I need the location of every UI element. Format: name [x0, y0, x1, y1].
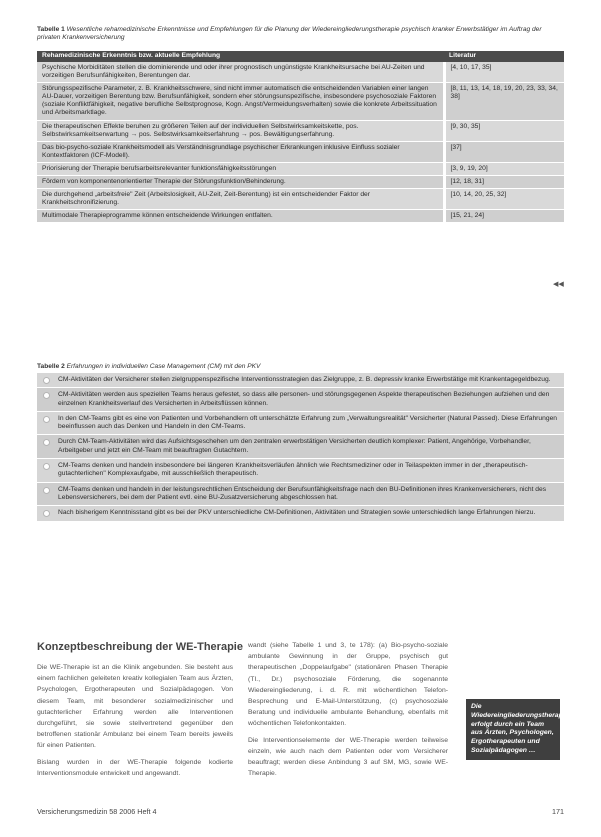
table2-list-item — [37, 483, 564, 507]
table1-finding-cell: Fördern von komponentenorientierter Therapie der Störungsfunktion/Behinderung. — [37, 176, 444, 189]
table1-caption-text: Wesentliche rehamedizinische Erkenntnisse und Empfehlungen für die Planung der Wiedereingliederungstherapie psychisch kranker Erwerbstätiger im Auftrag der privaten Krankenversicherung — [37, 26, 542, 41]
table1-caption-label: Tabelle 1 — [37, 26, 65, 33]
table1-literature-cell: [3, 9, 19, 20] — [444, 162, 564, 175]
table2-item-text: CM-Teams denken und handeln insbesondere bei längeren Krankheitsverläufen ähnlich wie Rechtsmediziner oder in Teilaspekten immer in der „therapeutisch-gutachterlichen" Komplexaufgabe, mit ausschließlich therapeutisch. — [58, 462, 528, 478]
table2-list-item — [37, 506, 564, 521]
paragraph: Bislang wurden in der WE-Therapie folgende kodierte Interventionsmodule entwickelt und angewandt. — [37, 758, 233, 777]
bullet-icon — [43, 463, 50, 470]
text-column-left — [37, 662, 233, 784]
table1-header-row — [37, 51, 564, 62]
table1-literature-cell: [9, 30, 35] — [444, 120, 564, 141]
table1-literature-cell: [4, 10, 17, 35] — [444, 62, 564, 83]
table2-caption-label: Tabelle 2 — [37, 363, 65, 370]
table1-row — [37, 120, 564, 141]
table1-literature-cell: [37] — [444, 141, 564, 162]
table2-item-text: Nach bisherigem Kenntnisstand gibt es bei der PKV unterschiedliche CM-Definitionen, Aktivitäten und Strategien sowie unterschiedlich lange Erfahrungen hierzu. — [58, 509, 536, 517]
table2 — [37, 373, 564, 522]
table2-item-text: Durch CM-Team-Aktivitäten wird das Aufsichtsgeschehen um den zentralen erwerbstätigen Versicherten deutlich komplexer: Patient, Angehörige, Vorbehandler, Arbeitgeber und jetzt ein CM-Team mit beauftragten Gutachtern. — [58, 438, 531, 454]
paragraph: Die WE-Therapie ist an die Klinik angebunden. Sie besteht aus einem fachlichen geleiteten kreativ kollegialen Team aus Ärzten, Psychologen, Ergotherapeuten und Sozialpädagogen. Von diesem Team, mit besonderer sozialmedizinischer und gutachterlicher Erfahrung werden alle Interventionen durchgeführt, sie sowie stellvertretend gegenüber den betroffenen stationär Ambulanz bei einem Team bereits jeweils für einen Patienten. — [37, 664, 233, 750]
table1-literature-cell: [15, 21, 24] — [444, 210, 564, 223]
arrow-marker-icon: ◀◀ — [553, 281, 564, 288]
table1-row — [37, 141, 564, 162]
bullet-icon — [43, 439, 50, 446]
table2-list-item — [37, 388, 564, 412]
table1 — [37, 51, 564, 223]
page-number: 171 — [552, 807, 564, 816]
table1-header-literature: Literatur — [444, 51, 564, 62]
table1-body — [37, 62, 564, 223]
table2-list-item — [37, 412, 564, 436]
table2-list-item — [37, 373, 564, 388]
bullet-icon — [43, 416, 50, 423]
table1-caption — [37, 26, 564, 42]
table1-row — [37, 189, 564, 210]
paragraph: Die Interventionselemente der WE-Therapie werden teilweise einzeln, wie auch nach dem Patienten oder vom Versicherer beauftragt; werden diese Anbindung 3 auf SM, MG, sowie WE-Therapie. — [248, 736, 448, 778]
journal-reference: Versicherungsmedizin 58 2006 Heft 4 — [37, 807, 157, 816]
table1-finding-cell: Psychische Morbiditäten stellen die dominierende und oder ihrer prognostisch ungünstigste Krankheitsursache bei AU-Zeiten und vorzeitigen Berufsunfähigkeiten, Berentungen dar. — [37, 62, 444, 83]
table2-item-text: CM-Aktivitäten der Versicherer stellen zielgruppenspezifische Interventionsstrategien das Zielgruppe, z. B. depressiv kranke Erwerbstätige mit Krankentagegeldbezug. — [58, 376, 551, 383]
bullet-icon — [43, 392, 50, 399]
table1-finding-cell: Das bio-psycho-soziale Krankheitsmodell als Verständnisgrundlage psychischer Erkrankungen inklusive Einfluss sozialer Kontextfaktoren (ICF-Modell). — [37, 141, 444, 162]
text-column-middle — [248, 640, 448, 784]
pull-quote-box: Die Wiedereingliederungstherapie erfolgt durch ein Team aus Ärzten, Psychologen, Ergotherapeuten und Sozialpädagogen … — [466, 699, 560, 760]
table1-row — [37, 176, 564, 189]
table2-caption — [37, 363, 260, 371]
bullet-icon — [43, 510, 50, 517]
table1-row — [37, 62, 564, 83]
table1-row — [37, 83, 564, 120]
table1-literature-cell: [10, 14, 20, 25, 32] — [444, 189, 564, 210]
table2-item-text: CM-Teams denken und handeln in der leistungsrechtlichen Entscheidung der Berufsunfähigkeitsfrage nach den BU-Definitionen ihres Krankenversicherers, nicht des Lebensversicherers, bei dem der Patient evtl. eine BU-Zusatzversicherung abgeschlossen hat. — [58, 485, 547, 501]
paragraph: wandt (siehe Tabelle 1 und 3, te 178): (a) Bio-psycho-soziale ambulante Gewinnung in der Gruppe, psychisch gut therapeutischen „Doppelaufgabe" (stationären Phasen Therapie (TI., Dr.) psychosoziale Förderung, die sogenannte Wiedereingliederung, i. d. R. mit wöchentlichen Telefon-Besprechung und E-Mail-Unterstützung, (c) psychosoziale Beratung und individuelle ambulante Behandlung, ebenfalls mit wöchentlichen Telefonkontakten. — [248, 642, 448, 728]
table1-row — [37, 162, 564, 175]
table1-finding-cell: Störungsspezifische Parameter, z. B. Krankheitsschwere, sind nicht immer automatisch die entscheidenden Variablen einer langen AU-Dauer, vorzeitigen Berentung bzw. Berufsunfähigkeit, sondern eher störungsunspezifische, insbesondere psychosoziale Faktoren (soziale Konfliktfähigkeit, negative berufliche Selbstprognose, Kogn. Angst/Vermeidungsverhalten) sowie die konkrete Arbeitssituation und Arbeitsmarktlage. — [37, 83, 444, 120]
table1-literature-cell: [12, 18, 31] — [444, 176, 564, 189]
table2-caption-text: Erfahrungen in individuellen Case Management (CM) mit den PKV — [66, 363, 261, 370]
table2-list-item — [37, 459, 564, 483]
table2-list-item — [37, 435, 564, 459]
bullet-icon — [43, 487, 50, 494]
table2-item-text: CM-Aktivitäten werden aus speziellen Teams heraus gefestet, so dass alle personen- und störungsgegenen Aspekte therapeutischen Beziehungen aufziehen und den einzelnen Krankheitsverlauf des Versicherten in Arbeitsflüssen können. — [58, 391, 550, 407]
table1-header-finding: Rehamedizinische Erkenntnis bzw. aktuelle Empfehlung — [37, 51, 444, 62]
table1-row — [37, 210, 564, 223]
table1-literature-cell: [8, 11, 13, 14, 18, 19, 20, 23, 33, 34, 38] — [444, 83, 564, 120]
table1-finding-cell: Die durchgehend „arbeitsfreie" Zeit (Arbeitslosigkeit, AU-Zeit, Zeit-Berentung) ist ein entscheidender Faktor der Krankheitschronifizierung. — [37, 189, 444, 210]
table1-finding-cell: Priorisierung der Therapie berufsarbeitsrelevanter funktionsfähigkeitsstörungen — [37, 162, 444, 175]
table1-finding-cell: Multimodale Therapieprogramme können entscheidende Wirkungen entfalten. — [37, 210, 444, 223]
table2-item-text: In den CM-Teams gibt es eine von Patienten und Vorbehandlern oft unterschätzte Erfahrung zum „Verwaltungsrealität" Versicherter (Natural Passed). Diese Erfahrungen beeinflussen auch das Denken und Handeln in den CM-Teams. — [58, 414, 558, 431]
table1-finding-cell: Die therapeutischen Effekte beruhen zu größeren Teilen auf der individuellen Selbstwirksamkeitskette, pos. Selbstwirksamkeitserwartung → pos. Selbstwirksamkeitserfahrung → pos. Bewältigungserfahrung. — [37, 120, 444, 141]
section-title: Konzeptbeschreibung der WE-Therapie — [37, 641, 243, 653]
bullet-icon — [43, 377, 50, 384]
